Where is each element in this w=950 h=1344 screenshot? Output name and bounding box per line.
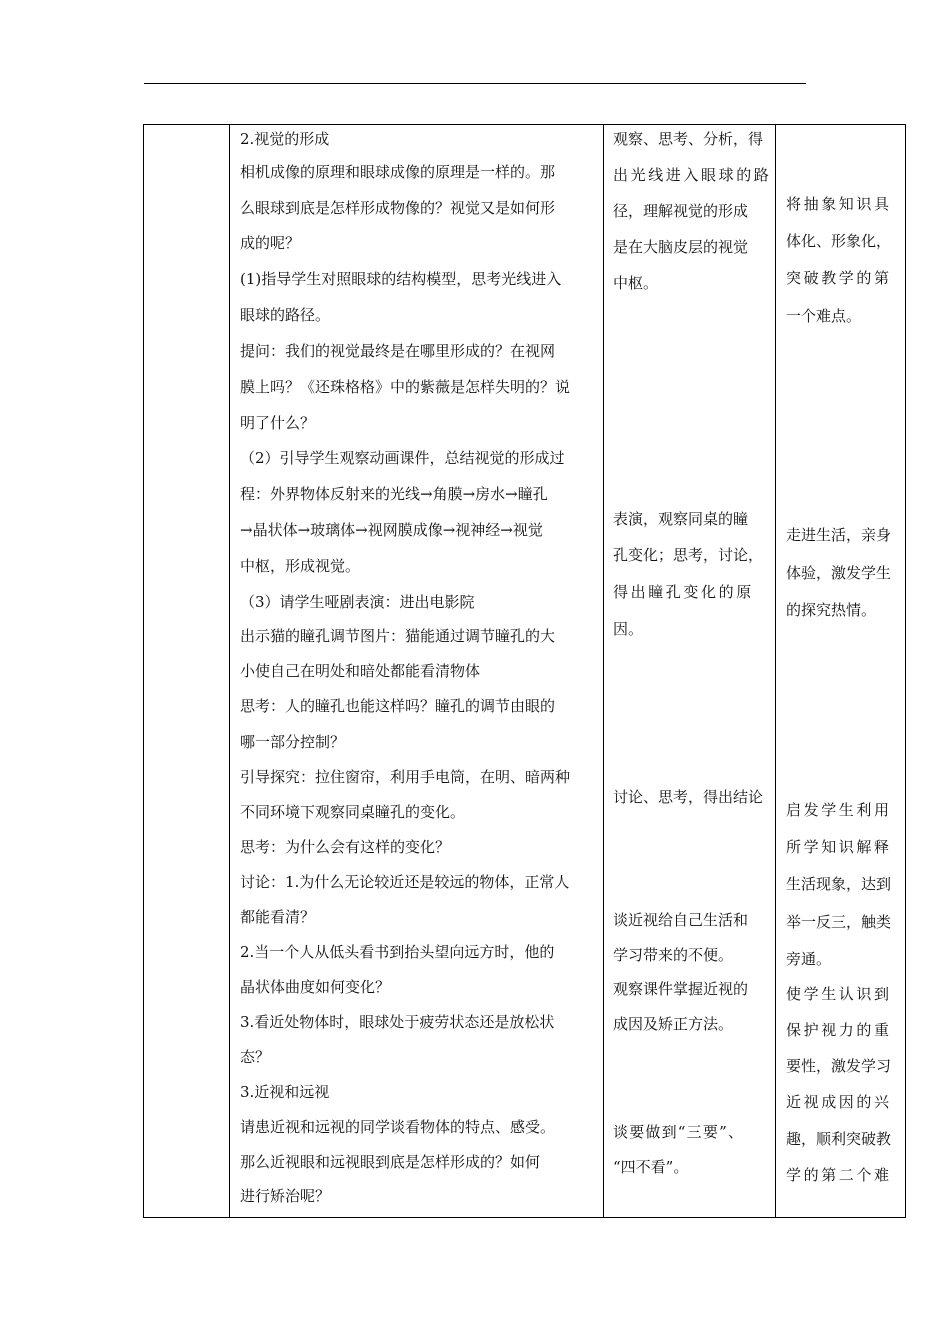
intent-line: 一个难点。 [786,307,862,325]
intent-line: 走进生活，亲身 [786,526,892,544]
intent-line: 使学生认识到 [786,985,892,1003]
student-line: 中枢。 [613,274,659,292]
lesson-plan-table [143,124,906,1218]
student-line: “四不看”。 [613,1158,689,1176]
content-line: 2.当一个人从低头看书到抬头望向远方时，他的 [240,943,555,961]
student-line: 观察、思考、分析，得 [613,130,764,148]
content-line: 中枢，形成视觉。 [240,557,361,575]
content-line: 程：外界物体反射来的光线→角膜→房水→瞳孔 [240,485,548,503]
content-line: 相机成像的原理和眼球成像的原理是一样的。那 [240,163,556,181]
intent-line: 将抽象知识具 [786,195,892,213]
content-line: 哪一部分控制？ [240,733,346,751]
content-line: 讨论：1.为什么无论较近还是较远的物体，正常人 [240,873,570,891]
student-line: 表演，观察同桌的瞳 [613,510,749,528]
content-line: 提问：我们的视觉最终是在哪里形成的？在视网 [240,342,556,360]
content-line: 引导探究：拉住窗帘，利用手电筒，在明、暗两种 [240,768,571,786]
content-line: 态？ [240,1048,271,1066]
content-line: 成的呢？ [240,234,301,252]
student-line: 讨论、思考，得出结论 [613,788,764,806]
content-line: (1)指导学生对照眼球的结构模型，思考光线进入 [240,270,562,288]
content-line: 膜上吗？《还珠格格》中的紫薇是怎样失明的？说 [240,378,571,396]
intent-line: 近视成因的兴 [786,1093,892,1111]
content-line: （3）请学生哑剧表演：进出电影院 [240,593,475,611]
content-line: 都能看清？ [240,908,316,926]
design-intent-column [776,125,905,1217]
student-activity-column [604,125,776,1217]
content-line: 小使自己在明处和暗处都能看清物体 [240,662,481,680]
student-line: 谈要做到“三要”、 [613,1123,745,1141]
intent-line: 突破教学的第 [786,269,892,287]
content-line: 3.看近处物体时，眼球处于疲劳状态还是放松状 [240,1013,555,1031]
content-line: 明了什么？ [240,414,316,432]
intent-line: 举一反三，触类 [786,913,892,931]
intent-line: 体化、形象化， [786,232,892,250]
content-line: 么眼球到底是怎样形成物像的？视觉又是如何形 [240,199,556,217]
student-line: 成因及矫正方法。 [613,1015,734,1033]
intent-line: 体验，激发学生 [786,564,892,582]
intent-line: 所学知识解释 [786,838,892,856]
intent-line: 旁通。 [786,950,832,968]
content-line: 出示猫的瞳孔调节图片：猫能通过调节瞳孔的大 [240,627,556,645]
header-rule [144,83,806,84]
content-line: 思考：为什么会有这样的变化？ [240,838,451,856]
content-line: 请患近视和远视的同学谈看物体的特点、感受。 [240,1118,556,1136]
content-line: 晶状体曲度如何变化？ [240,978,391,996]
student-line: 学习带来的不便。 [613,946,734,964]
intent-line: 启发学生利用 [786,801,892,819]
student-line: 径，理解视觉的形成 [613,202,749,220]
stage-column [144,125,230,1217]
teacher-activity-column [230,125,604,1217]
content-line: 3.近视和远视 [240,1083,330,1101]
intent-line: 的探究热情。 [786,601,877,619]
content-line: 那么近视眼和远视眼到底是怎样形成的？如何 [240,1153,541,1171]
student-line: 是在大脑皮层的视觉 [613,238,749,256]
student-line: 出光线进入眼球的路 [613,166,772,184]
content-line: 眼球的路径。 [240,306,331,324]
content-line: 思考：人的瞳孔也能这样吗？瞳孔的调节由眼的 [240,697,556,715]
content-line: 不同环境下观察同桌瞳孔的变化。 [240,803,466,821]
intent-line: 学的第二个难 [786,1166,892,1184]
student-line: 得出瞳孔变化的原 [613,583,754,601]
student-line: 观察课件掌握近视的 [613,980,749,998]
content-line: （2）引导学生观察动画课件，总结视觉的形成过 [240,449,565,467]
intent-line: 保护视力的重 [786,1021,892,1039]
content-line: 2.视觉的形成 [240,130,330,148]
intent-line: 生活现象，达到 [786,875,892,893]
intent-line: 趣，顺利突破教 [786,1130,892,1148]
content-line: →晶状体→玻璃体→视网膜成像→视神经→视觉 [240,521,543,539]
intent-line: 要性，激发学习 [786,1057,892,1075]
student-line: 谈近视给自己生活和 [613,911,749,929]
student-line: 孔变化；思考，讨论， [613,546,764,564]
student-line: 因。 [613,620,644,638]
content-line: 进行矫治呢？ [240,1187,331,1205]
